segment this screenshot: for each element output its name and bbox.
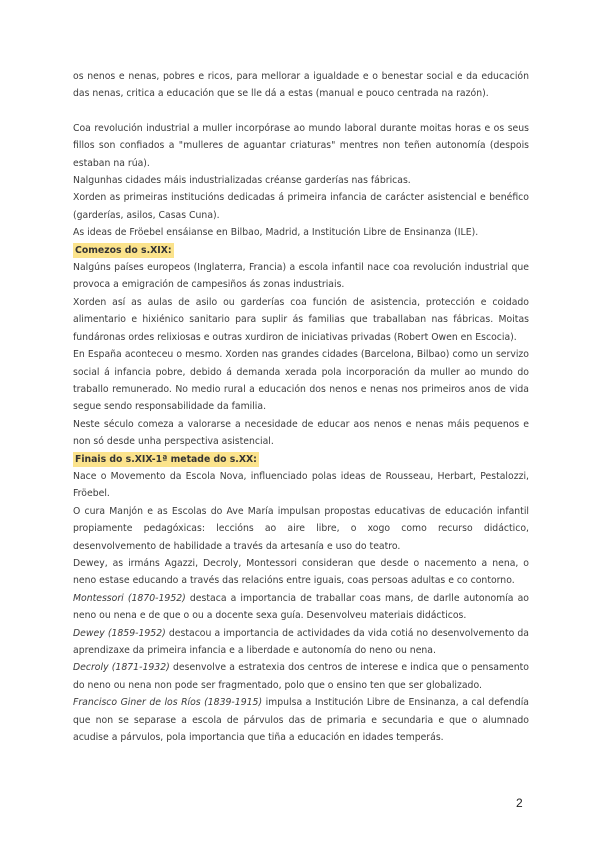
paragraph: As ideas de Fröebel ensáianse en Bilbao, Madrid, a Institución Libre de Ensinanza (ILE). [73, 227, 479, 239]
section-heading: Finais do s.XIX-1ª metade do s.XX: [75, 453, 257, 465]
author-name: Montessori (1870-1952) [73, 592, 186, 604]
author-text: desenvolve a estratexia dos centros de interese e indica que o pensamento do neno ou nena non pode ser fragmentado, polo que o ensino ten que ser globalizado. [73, 662, 529, 691]
author-paragraph [73, 659, 529, 694]
section-heading: Comezos do s.XIX: [75, 244, 172, 256]
paragraph: Neste século comeza a valorarse a necesidade de educar aos nenos e nenas máis pequenos e non só desde unha perspectiva asistencial. [73, 418, 529, 448]
paragraph: Coa revolución industrial a muller incorpórase ao mundo laboral durante moitas horas e os seus fillos son confiados a "mulleres de aguantar criaturas" mentres non teñen autonomía (despois estaban na rúa). [73, 122, 529, 169]
paragraph: O cura Manjón e as Escolas do Ave María impulsan propostas educativas de educación infantil propiamente pedagóxicas: leccións ao aire libre, o xogo como recurso didáctico, desenvolvemento de habilidade a través da artesanía e uso do teatro. [73, 505, 529, 552]
author-text: destacou a importancia de actividades da vida cotiá no desenvolvemento da aprendizaxe da primeira infancia e a liberdade e autonomía do neno ou nena. [73, 627, 529, 656]
page-number: 2 [516, 796, 523, 810]
paragraph: Nalgúns países europeos (Inglaterra, Francia) a escola infantil nace coa revolución industrial que provoca a emigración de campesiños ás zonas industriais. [73, 262, 529, 291]
author-paragraph [73, 625, 529, 660]
author-text: destaca a importancia de traballar coas mans, de darlle autonomía ao neno ou nena e de que o ou a docente sexa guía. Desenvolveu materiais didácticos. [73, 592, 529, 622]
paragraph: Nace o Movemento da Escola Nova, influenciado polas ideas de Rousseau, Herbart, Pestalozzi, Fröebel. [73, 470, 529, 500]
author-name: Decroly (1871-1932) [73, 662, 170, 674]
paragraph: Nalgunhas cidades máis industrializadas créanse garderías nas fábricas. [73, 175, 411, 187]
paragraph: Xorden as primeiras institucións dedicadas á primeira infancia de carácter asistencial e benéfico (garderías, asilos, Casas Cuna). [73, 192, 529, 221]
author-name: Dewey (1859-1952) [73, 627, 166, 639]
page-body [73, 68, 529, 746]
author-name: Francisco Giner de los Ríos (1839-1915) [73, 697, 263, 709]
paragraph: os nenos e nenas, pobres e ricos, para mellorar a igualdade e o benestar social e da educación das nenas, critica a educación que se lle dá a estas (manual e pouco centrada na razón). [73, 71, 529, 100]
author-paragraph [73, 694, 529, 746]
paragraph: En España aconteceu o mesmo. Xorden nas grandes cidades (Barcelona, Bilbao) como un servizo social á infancia pobre, debido á demanda xerada pola incorporación da muller ao mundo do traballo remunerado. No medio rural a educación dos nenos e nenas nos primeiros anos de vida segue sendo responsabilidade da familia. [73, 349, 529, 413]
author-paragraph [73, 590, 529, 625]
author-text: impulsa a Institución Libre de Ensinanza, a cal defendía que non se separase a escola de párvulos das de primaria e secundaria e que o alumnado acudise a párvulos, pola importancia que tiña a educación en idades temperás. [73, 697, 529, 744]
paragraph: Dewey, as irmáns Agazzi, Decroly, Montessori consideran que desde o nacemento a nena, o neno estase educando a través das relacións entre iguais, coas persoas adultas e co contorno. [73, 557, 529, 587]
paragraph: Xorden así as aulas de asilo ou garderías coa función de asistencia, protección e coidado alimentario e hixiénico sanitario para suplir ás familias que traballaban nas fábricas. Moitas fundáronas ordes relixiosas e outras xurdiron de iniciativas privadas (Robert Owen en Escocia). [73, 296, 529, 343]
